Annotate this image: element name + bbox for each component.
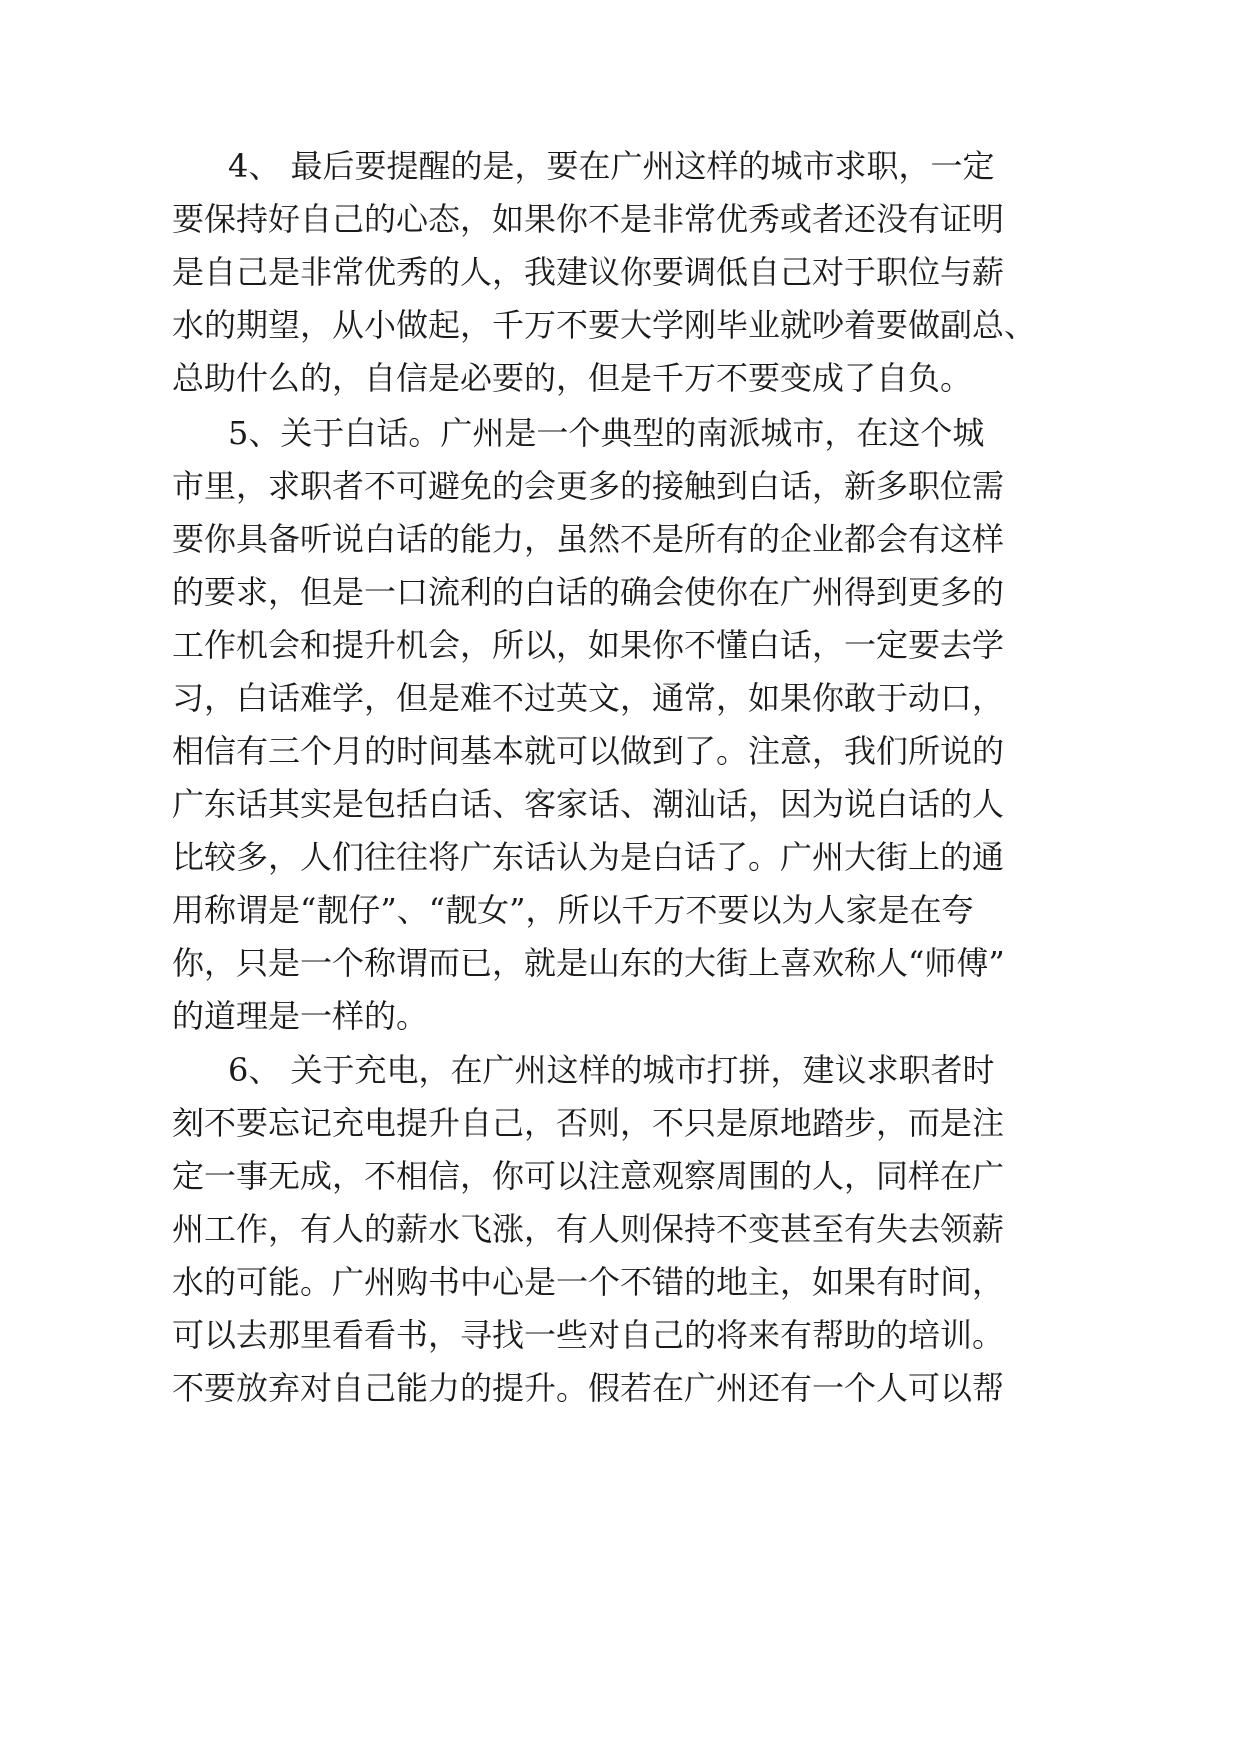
text-line: 习，白话难学，但是难不过英文，通常，如果你敢于动口， bbox=[172, 679, 1005, 717]
text-line: 定一事无成，不相信，你可以注意观察周围的人，同样在广 bbox=[172, 1157, 1005, 1195]
text-line: 不要放弃对自己能力的提升。假若在广州还有一个人可以帮 bbox=[172, 1369, 1005, 1407]
text-line: 比较多，人们往往将广东话认为是白话了。广州大街上的通 bbox=[172, 838, 1005, 876]
text-line: 总助什么的，自信是必要的，但是千万不要变成了自负。 bbox=[172, 359, 973, 397]
text-line: 州工作，有人的薪水飞涨，有人则保持不变甚至有失去领薪 bbox=[172, 1210, 1005, 1248]
text-line: 是自己是非常优秀的人，我建议你要调低自己对于职位与薪 bbox=[172, 253, 1005, 291]
text-line: 广东话其实是包括白话、客家话、潮汕话，因为说白话的人 bbox=[172, 785, 1005, 823]
text-line: 水的期望，从小做起，千万不要大学刚毕业就吵着要做副总、 bbox=[172, 306, 1037, 344]
text-line: 的道理是一样的。 bbox=[172, 997, 429, 1035]
text-line: 你，只是一个称谓而已，就是山东的大街上喜欢称人“师傅” bbox=[172, 944, 1005, 982]
text-line: 相信有三个月的时间基本就可以做到了。注意，我们所说的 bbox=[172, 732, 1005, 770]
text-line: 水的可能。广州购书中心是一个不错的地主，如果有时间， bbox=[172, 1263, 1005, 1301]
text-line: 要保持好自己的心态，如果你不是非常优秀或者还没有证明 bbox=[172, 200, 1005, 238]
text-line: 刻不要忘记充电提升自己，否则，不只是原地踏步，而是注 bbox=[172, 1104, 1005, 1142]
text-line: 工作机会和提升机会，所以，如果你不懂白话，一定要去学 bbox=[172, 626, 1005, 664]
text-line: 6、 关于充电，在广州这样的城市打拼，建议求职者时 bbox=[228, 1051, 995, 1089]
text-line: 4、 最后要提醒的是，要在广州这样的城市求职，一定 bbox=[228, 147, 995, 185]
text-line: 用称谓是“靓仔”、“靓女”，所以千万不要以为人家是在夸 bbox=[172, 891, 974, 929]
text-line: 5、关于白话。广州是一个典型的南派城市，在这个城 bbox=[228, 414, 985, 452]
text-line: 可以去那里看看书，寻找一些对自己的将来有帮助的培训。 bbox=[172, 1316, 1005, 1354]
text-line: 市里，求职者不可避免的会更多的接触到白话，新多职位需 bbox=[172, 467, 1005, 505]
text-line: 的要求，但是一口流利的白话的确会使你在广州得到更多的 bbox=[172, 573, 1005, 611]
text-line: 要你具备听说白话的能力，虽然不是所有的企业都会有这样 bbox=[172, 520, 1005, 558]
